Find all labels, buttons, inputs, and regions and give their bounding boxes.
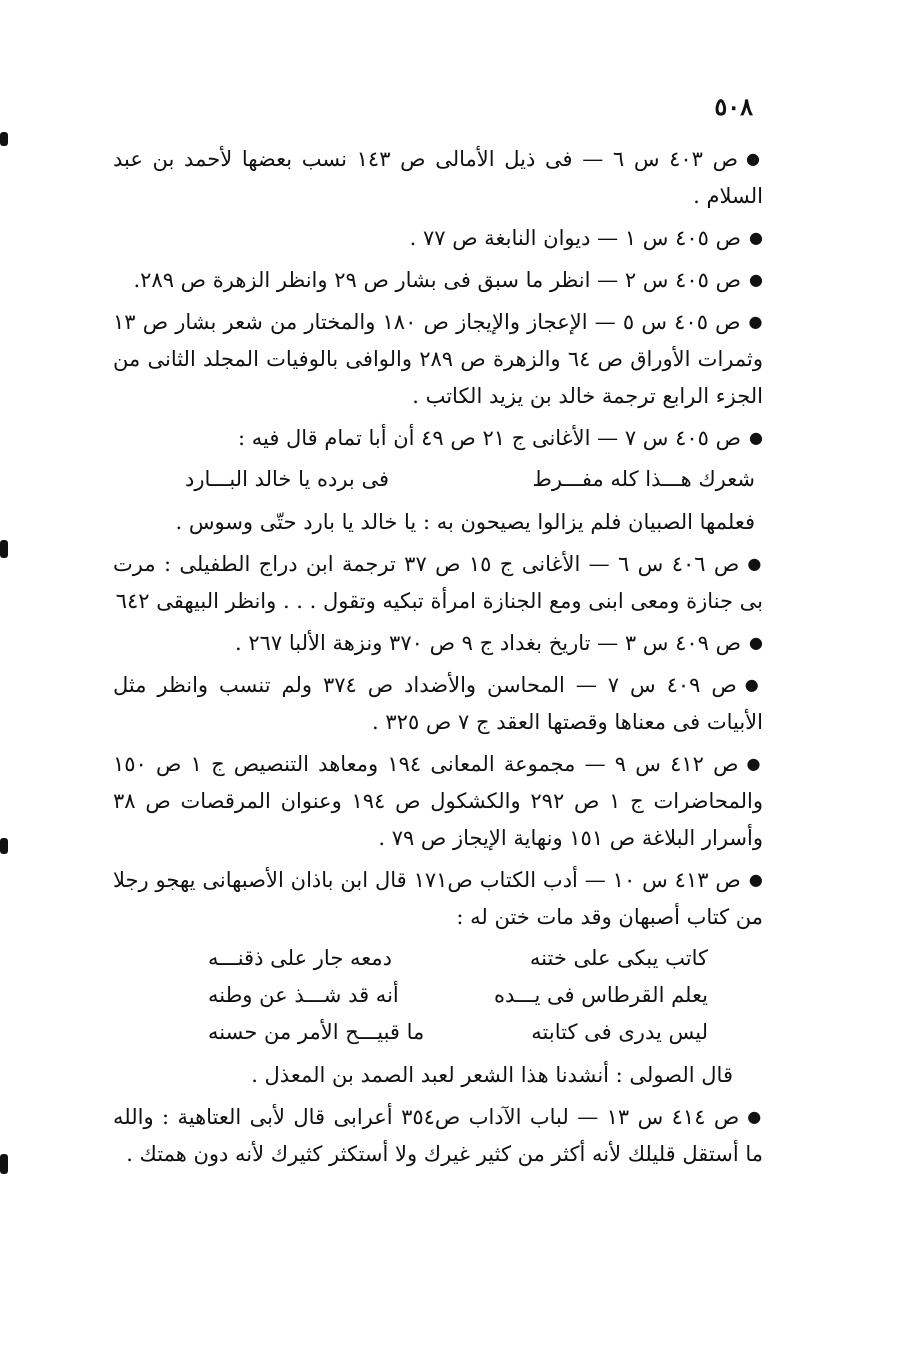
entry-text: ص ٤٠٥ س ٥ — الإعجاز والإيجاز ص ١٨٠ والمختار من شعر بشار ص ١٣ وثمرات الأوراق ص ٦٤ والزهرة ص ٢٨٩ والوافى بالوفيات المجلد الثانى من الجزء الرابع ترجمة خالد بن يزيد الكاتب . xyxy=(113,310,763,408)
note-entry xyxy=(113,666,763,741)
note-entry xyxy=(113,545,763,620)
verse-second-hemistich: فى برده يا خالد البـــارد xyxy=(185,467,389,491)
verse-first-hemistich: كاتب يبكى على ختنه xyxy=(529,946,708,970)
verse-second-hemistich: ما قبيـــح الأمر من حسنه xyxy=(208,1020,425,1044)
verse-first-hemistich: يعلم القرطاس فى يـــده xyxy=(494,983,708,1007)
scan-edge-mark xyxy=(0,838,8,854)
note-entry xyxy=(113,303,763,415)
note-entry xyxy=(113,861,763,1094)
entry-text: ص ٤١٢ س ٩ — مجموعة المعانى ١٩٤ ومعاهد التنصيص ج ١ ص ١٥٠ والمحاضرات ج ١ ص ٢٩٢ والكشكول ص ١٩٤ وعنوان المرقصات ص ٣٨ وأسرار البلاغة ص ١٥١ ونهاية الإيجاز ص ٧٩ . xyxy=(113,752,763,850)
bullet-icon: ● xyxy=(744,675,763,694)
entry-text: ص ٤١٣ س ١٠ — أدب الكتاب ص١٧١ قال ابن باذان الأصبهانى يهجو رجلا من كتاب أصبهان وقد مات ختن له : xyxy=(113,868,763,929)
bullet-icon: ● xyxy=(747,554,763,573)
verse-first-hemistich: ليس يدرى فى كتابته xyxy=(531,1020,708,1044)
entry-text: ص ٤٠٣ س ٦ — فى ذيل الأمالى ص ١٤٣ نسب بعضها لأحمد بن عبد السلام . xyxy=(113,147,763,208)
note-entry xyxy=(113,624,763,662)
verse-second-hemistich: أنه قد شـــذ عن وطنه xyxy=(208,983,399,1007)
note-entry xyxy=(113,419,763,541)
entry-text: ص ٤٠٥ س ٢ — انظر ما سبق فى بشار ص ٢٩ وانظر الزهرة ص ٢٨٩. xyxy=(133,268,742,292)
note-entry xyxy=(113,261,763,299)
scan-edge-mark xyxy=(0,1154,8,1174)
poem-verses xyxy=(113,940,763,1051)
entry-text: ص ٤٠٥ س ١ — ديوان النابغة ص ٧٧ . xyxy=(409,226,742,250)
bullet-icon: ● xyxy=(748,312,763,331)
poem-verse xyxy=(208,977,708,1014)
entry-text: ص ٤٠٩ س ٣ — تاريخ بغداد ج ٩ ص ٣٧٠ ونزهة الألبا ٢٦٧ . xyxy=(234,631,742,655)
notes-body xyxy=(113,140,763,1177)
verse-second-hemistich: دمعه جار على ذقنـــه xyxy=(208,946,392,970)
bullet-icon: ● xyxy=(746,149,763,168)
note-entry xyxy=(113,745,763,857)
poem-verse xyxy=(208,1014,708,1051)
entry-note: فعلمها الصبيان فلم يزالوا يصيحون به : يا خالد يا بارد حتّى وسوس . xyxy=(175,510,755,534)
entry-text: ص ٤٠٦ س ٦ — الأغانى ج ١٥ ص ٣٧ ترجمة ابن دراج الطفيلى : مرت بى جنازة ومعى ابنى ومع الجنازة امرأة تبكيه وتقول . . . وانظر البيهقى ٦٤٢ xyxy=(113,552,763,613)
page-number: ٥٠٨ xyxy=(714,92,753,121)
poem-verse xyxy=(185,461,755,498)
poem-verses xyxy=(113,461,763,498)
scan-edge-mark xyxy=(0,132,8,146)
note-entry xyxy=(113,140,763,215)
entry-text: ص ٤٠٩ س ٧ — المحاسن والأضداد ص ٣٧٤ ولم تنسب وانظر مثل الأبيات فى معناها وقصتها العقد ج ٧ ص ٣٢٥ . xyxy=(113,673,763,734)
bullet-icon: ● xyxy=(749,633,763,652)
verse-first-hemistich: شعرك هـــذا كله مفـــرط xyxy=(532,467,755,491)
entry-note: قال الصولى : أنشدنا هذا الشعر لعبد الصمد بن المعذل . xyxy=(251,1063,733,1087)
entry-text: ص ٤٠٥ س ٧ — الأغانى ج ٢١ ص ٤٩ أن أبا تمام قال فيه : xyxy=(237,426,742,450)
poem-verse xyxy=(208,940,708,977)
bullet-icon: ● xyxy=(746,754,763,773)
bullet-icon: ● xyxy=(749,428,763,447)
scan-edge-mark xyxy=(0,540,8,558)
bullet-icon: ● xyxy=(748,870,763,889)
bullet-icon: ● xyxy=(749,228,763,247)
entry-text: ص ٤١٤ س ١٣ — لباب الآداب ص٣٥٤ أعرابى قال لأبى العتاهية : والله ما أستقل قليلك لأنه أكثر من كثير غيرك ولا أستكثر كثيرك لأنه دون همتك . xyxy=(113,1105,763,1166)
bullet-icon: ● xyxy=(747,1107,763,1126)
bullet-icon: ● xyxy=(749,270,763,289)
note-entry xyxy=(113,219,763,257)
note-entry xyxy=(113,1098,763,1173)
